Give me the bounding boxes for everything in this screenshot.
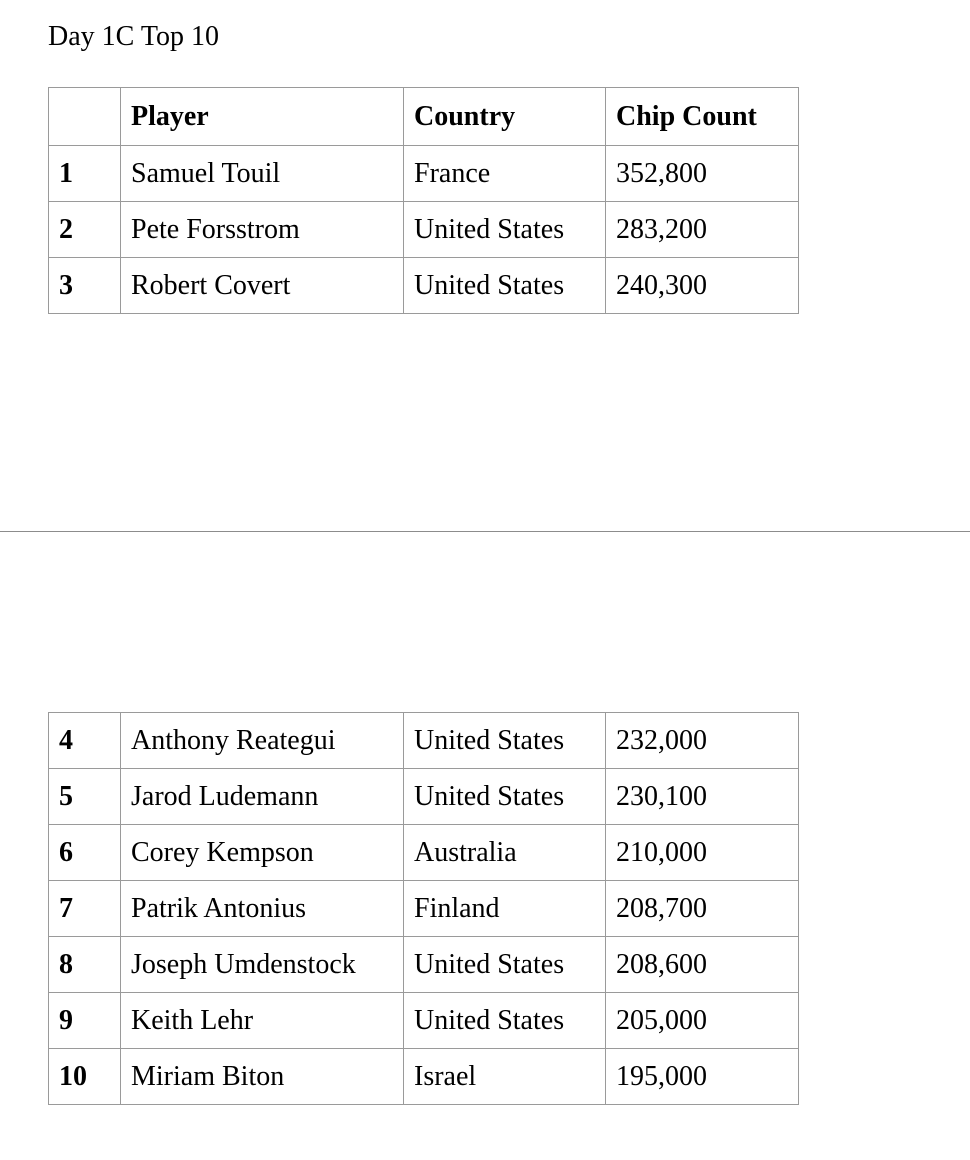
country-cell: United States bbox=[404, 769, 606, 825]
player-cell: Keith Lehr bbox=[121, 993, 404, 1049]
chip-count-table-bottom bbox=[48, 712, 799, 1105]
table-row bbox=[49, 937, 799, 993]
chip-count-cell: 210,000 bbox=[606, 825, 799, 881]
chip-count-cell: 240,300 bbox=[606, 258, 799, 314]
rank-cell: 6 bbox=[49, 825, 121, 881]
rank-cell: 5 bbox=[49, 769, 121, 825]
rank-cell: 10 bbox=[49, 1049, 121, 1105]
country-cell: France bbox=[404, 146, 606, 202]
header-player: Player bbox=[121, 88, 404, 146]
rank-cell: 1 bbox=[49, 146, 121, 202]
header-country: Country bbox=[404, 88, 606, 146]
country-cell: United States bbox=[404, 937, 606, 993]
rank-cell: 4 bbox=[49, 713, 121, 769]
country-cell: United States bbox=[404, 993, 606, 1049]
country-cell: United States bbox=[404, 202, 606, 258]
player-cell: Samuel Touil bbox=[121, 146, 404, 202]
table-row bbox=[49, 713, 799, 769]
country-cell: Israel bbox=[404, 1049, 606, 1105]
country-cell: Australia bbox=[404, 825, 606, 881]
chip-count-cell: 205,000 bbox=[606, 993, 799, 1049]
table-header-row bbox=[49, 88, 799, 146]
rank-cell: 2 bbox=[49, 202, 121, 258]
rank-cell: 3 bbox=[49, 258, 121, 314]
table-row bbox=[49, 769, 799, 825]
player-cell: Corey Kempson bbox=[121, 825, 404, 881]
chip-count-cell: 208,700 bbox=[606, 881, 799, 937]
chip-count-cell: 195,000 bbox=[606, 1049, 799, 1105]
table-row bbox=[49, 202, 799, 258]
header-chip-count: Chip Count bbox=[606, 88, 799, 146]
table-row bbox=[49, 258, 799, 314]
player-cell: Anthony Reategui bbox=[121, 713, 404, 769]
rank-cell: 8 bbox=[49, 937, 121, 993]
country-cell: United States bbox=[404, 258, 606, 314]
table-row bbox=[49, 993, 799, 1049]
page-title: Day 1C Top 10 bbox=[48, 21, 219, 52]
header-rank bbox=[49, 88, 121, 146]
chip-count-table-top bbox=[48, 87, 799, 314]
rank-cell: 7 bbox=[49, 881, 121, 937]
player-cell: Robert Covert bbox=[121, 258, 404, 314]
table-row bbox=[49, 1049, 799, 1105]
player-cell: Miriam Biton bbox=[121, 1049, 404, 1105]
table-row bbox=[49, 825, 799, 881]
country-cell: United States bbox=[404, 713, 606, 769]
chip-count-cell: 232,000 bbox=[606, 713, 799, 769]
country-cell: Finland bbox=[404, 881, 606, 937]
chip-count-cell: 230,100 bbox=[606, 769, 799, 825]
player-cell: Patrik Antonius bbox=[121, 881, 404, 937]
chip-count-cell: 283,200 bbox=[606, 202, 799, 258]
rank-cell: 9 bbox=[49, 993, 121, 1049]
table-row bbox=[49, 881, 799, 937]
chip-count-cell: 352,800 bbox=[606, 146, 799, 202]
table-row bbox=[49, 146, 799, 202]
player-cell: Joseph Umdenstock bbox=[121, 937, 404, 993]
page-divider bbox=[0, 531, 970, 532]
player-cell: Jarod Ludemann bbox=[121, 769, 404, 825]
chip-count-cell: 208,600 bbox=[606, 937, 799, 993]
player-cell: Pete Forsstrom bbox=[121, 202, 404, 258]
